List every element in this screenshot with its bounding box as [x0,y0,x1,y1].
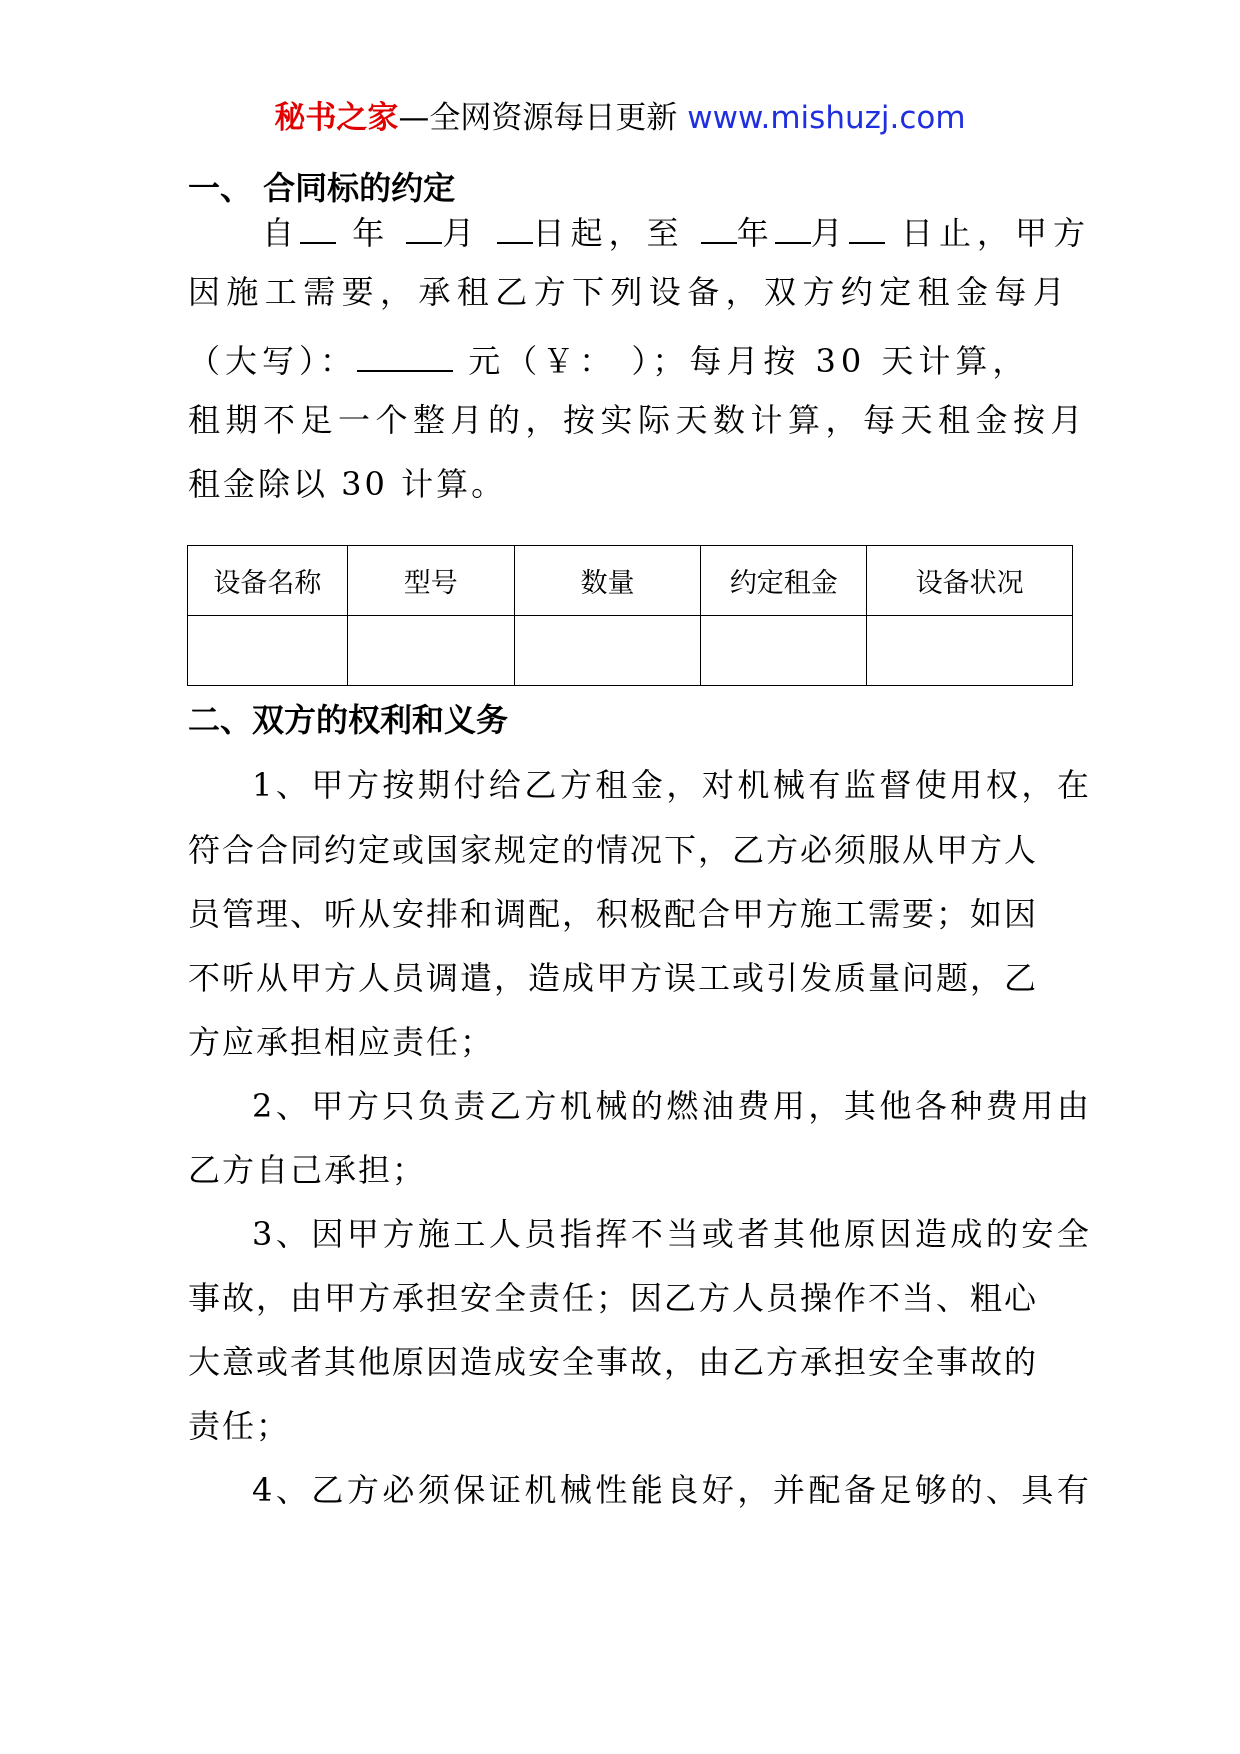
banner-brand: 秘书之家 [274,100,399,136]
blank-end-day [849,206,885,244]
paragraph-line: 自 年 月 日起，至 年 月 日止，甲方 [262,206,1091,255]
table-cell [347,616,514,686]
paragraph-line: 租金除以 30 计算。 [188,465,507,503]
table-header-cell: 数量 [514,546,701,616]
paragraph-line: 2、甲方只负责乙方机械的燃油费用，其他各种费用由 [252,1087,1093,1125]
blank-day [497,206,533,244]
banner-tagline: —全网资源每日更新 [398,100,678,136]
paragraph-line: 乙方自己承担； [188,1151,427,1189]
paragraph-line: 4、乙方必须保证机械性能良好，并配备足够的、具有 [252,1471,1093,1509]
paragraph-line: 大意或者其他原因造成安全事故，由乙方承担安全事故的 [188,1343,1039,1381]
table-header-cell: 型号 [347,546,514,616]
table-cell [701,616,867,686]
blank-end-month [775,206,811,244]
table-header-cell: 约定租金 [701,546,867,616]
blank-end-year [701,206,737,244]
paragraph-line: 不听从甲方人员调遣，造成甲方误工或引发质量问题，乙 [188,959,1039,997]
section-1-heading: 一、 合同标的约定 [188,169,456,207]
table-cell [188,616,348,686]
paragraph-line: 3、因甲方施工人员指挥不当或者其他原因造成的安全 [252,1215,1093,1253]
paragraph-line: 1、甲方按期付给乙方租金，对机械有监督使用权，在 [252,766,1093,804]
blank-month [406,206,442,244]
paragraph-line: 租期不足一个整月的，按实际天数计算，每天租金按月 [188,401,1089,439]
paragraph-line: 符合合同约定或国家规定的情况下，乙方必须服从甲方人 [188,831,1039,869]
table-cell [514,616,701,686]
paragraph-line: 责任； [188,1407,291,1445]
blank-year [300,206,336,244]
paragraph-line: 因施工需要，承租乙方下列设备，双方约定租金每月 [188,273,1072,311]
table-header-cell: 设备名称 [188,546,348,616]
table-row [188,616,1073,686]
paragraph-line: （大写）： 元（￥： ）；每月按 30 天计算， [188,334,1029,383]
banner-url[interactable]: www.mishuzj.com [687,100,966,136]
paragraph-line: 员管理、听从安排和调配，积极配合甲方施工需要；如因 [188,895,1039,933]
table-header-row [188,546,1073,616]
paragraph-line: 方应承担相应责任； [188,1023,495,1061]
table-cell [867,616,1073,686]
equipment-table [187,545,1073,686]
blank-rent-amount [357,334,453,372]
site-banner [0,98,1240,138]
section-2-heading: 二、双方的权利和义务 [188,701,509,739]
paragraph-line: 事故，由甲方承担安全责任；因乙方人员操作不当、粗心 [188,1279,1039,1317]
table-header-cell: 设备状况 [867,546,1073,616]
